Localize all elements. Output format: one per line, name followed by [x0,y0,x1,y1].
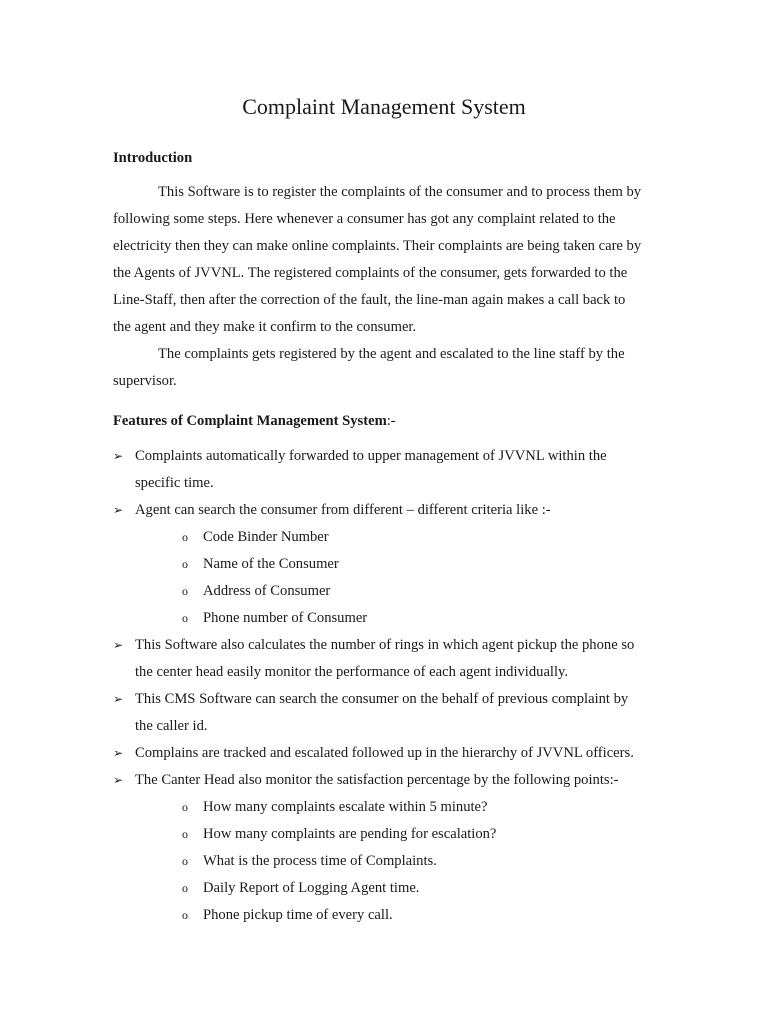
features-heading-text: Features of Complaint Management System [113,413,387,429]
intro-body [113,179,643,395]
sub-item-text: Phone pickup time of every call. [203,907,393,923]
sub-item-text: How many complaints are pending for escalation? [203,826,497,842]
feature-text: This Software also calculates the number of rings in which agent pickup the phone so the center head easily monitor the performance of each agent individually. [135,637,635,680]
arrow-bullet-icon: ➢ [113,638,124,652]
sub-item-text: Address of Consumer [203,583,331,599]
feature-text: Agent can search the consumer from different – different criteria like :- [135,502,551,518]
arrow-bullet-icon: ➢ [113,773,124,787]
sub-item [135,605,643,632]
circle-bullet-icon: o [182,881,188,895]
arrow-bullet-icon: ➢ [113,746,124,760]
sub-item-text: Code Binder Number [203,529,329,545]
circle-bullet-icon: o [182,854,188,868]
features-heading-suffix: :- [386,413,396,429]
sub-item [135,578,643,605]
feature-text: This CMS Software can search the consumer on the behalf of previous complaint by the caller id. [135,691,629,734]
arrow-bullet-icon: ➢ [113,692,124,706]
circle-bullet-icon: o [182,800,188,814]
sub-item [135,524,643,551]
sub-item-text: Daily Report of Logging Agent time. [203,880,420,896]
sub-item [135,902,643,929]
arrow-bullet-icon: ➢ [113,503,124,517]
features-list [113,443,643,929]
intro-heading: Introduction [113,150,193,166]
feature-item [113,686,643,740]
sub-item [135,821,643,848]
circle-bullet-icon: o [182,584,188,598]
circle-bullet-icon: o [182,611,188,625]
circle-bullet-icon: o [182,908,188,922]
sub-item-text: Name of the Consumer [203,556,339,572]
feature-item [113,740,643,767]
sub-item-text: How many complaints escalate within 5 minute? [203,799,488,815]
feature-item [113,767,643,929]
sub-item-text: What is the process time of Complaints. [203,853,437,869]
circle-bullet-icon: o [182,827,188,841]
sub-item [135,875,643,902]
features-heading [113,412,396,430]
feature-text: Complains are tracked and escalated followed up in the hierarchy of JVVNL officers. [135,745,634,761]
feature-text: The Canter Head also monitor the satisfaction percentage by the following points:- [135,772,619,788]
sub-item-text: Phone number of Consumer [203,610,368,626]
feature-item [113,497,643,632]
page-title: Complaint Management System [242,94,526,119]
sub-item [135,551,643,578]
sub-item [135,848,643,875]
circle-bullet-icon: o [182,530,188,544]
sub-list [135,524,643,632]
arrow-bullet-icon: ➢ [113,449,124,463]
intro-paragraph: This Software is to register the complaints of the consumer and to process them by following some steps. Here whenever a consumer has got any complaint related to the electricity then they can make online complaints. Their complaints are being taken care by the Agents of JVVNL. The registered complaints of the consumer, gets forwarded to the Line-Staff, then after the correction of the fault, the line-man again makes a call back to the agent and they make it confirm to the consumer. [113,184,642,335]
circle-bullet-icon: o [182,557,188,571]
feature-item [113,443,643,497]
sub-item [135,794,643,821]
intro-paragraph: The complaints gets registered by the agent and escalated to the line staff by the supervisor. [113,346,625,389]
sub-list [135,794,643,929]
feature-text: Complaints automatically forwarded to upper management of JVVNL within the specific time. [135,448,607,491]
feature-item [113,632,643,686]
